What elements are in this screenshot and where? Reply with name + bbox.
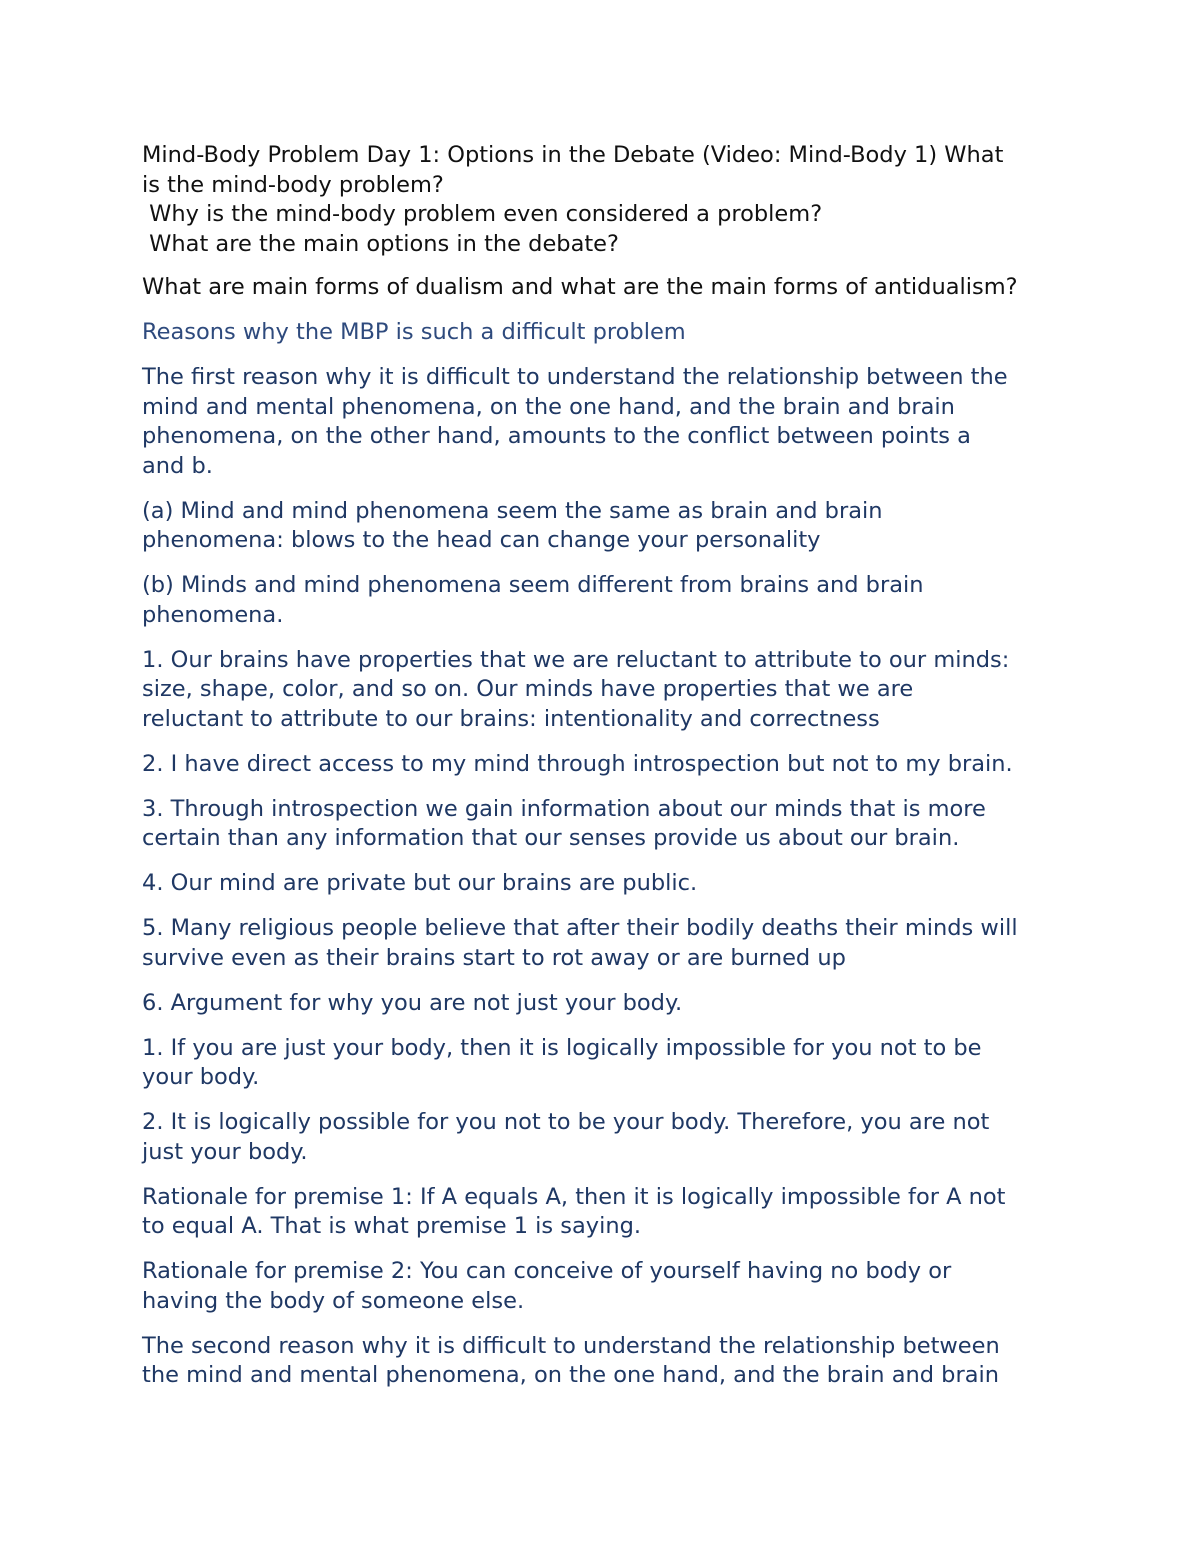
- question-text: What are main forms of dualism and what are the main forms of antidualism?: [142, 274, 1018, 300]
- intro-line: Why is the mind-body problem even considered a problem?: [142, 201, 823, 227]
- paragraph-line: just your body.: [142, 1138, 308, 1165]
- paragraph-line: to equal A. That is what premise 1 is saying.: [142, 1213, 642, 1239]
- premise-1: [142, 1034, 1072, 1093]
- paragraph-line: phenomena: blows to the head can change your personality: [142, 527, 821, 553]
- paragraph-line: 3. Through introspection we gain information about our minds that is more: [142, 795, 986, 822]
- second-reason-paragraph: [142, 1332, 1072, 1391]
- rationale-premise-1: [142, 1183, 1072, 1242]
- paragraph-line: (a) Mind and mind phenomena seem the same as brain and brain: [142, 497, 883, 524]
- intro-line: What are the main options in the debate?: [142, 230, 619, 257]
- paragraph-line: 5. Many religious people believe that after their bodily deaths their minds will: [142, 915, 1018, 941]
- paragraph-line: Rationale for premise 1: If A equals A, then it is logically impossible for A not: [142, 1183, 1006, 1210]
- point-a-paragraph: [142, 497, 1072, 556]
- paragraph-line: mind and mental phenomena, on the one hand, and the brain and brain: [142, 393, 955, 420]
- paragraph-line: certain than any information that our senses provide us about our brain.: [142, 825, 960, 851]
- paragraph-line: The first reason why it is difficult to understand the relationship between the: [142, 364, 1008, 390]
- paragraph-line: (b) Minds and mind phenomena seem different from brains and brain: [142, 572, 924, 598]
- section-heading-text: Reasons why the MBP is such a difficult problem: [142, 319, 686, 345]
- paragraph-line: 6. Argument for why you are not just your body.: [142, 989, 683, 1016]
- premise-2: [142, 1108, 1072, 1167]
- list-item-1: [142, 646, 1072, 735]
- paragraph-line: Rationale for premise 2: You can conceive of yourself having no body or: [142, 1258, 952, 1284]
- list-item-5: [142, 914, 1072, 973]
- paragraph-line: size, shape, color, and so on. Our minds have properties that we are: [142, 676, 914, 702]
- paragraph-line: reluctant to attribute to our brains: intentionality and correctness: [142, 705, 880, 732]
- section-heading: [142, 318, 1072, 348]
- intro-line: Mind-Body Problem Day 1: Options in the Debate (Video: Mind-Body 1) What: [142, 142, 1004, 168]
- list-item-4: [142, 869, 1072, 899]
- rationale-premise-2: [142, 1257, 1072, 1316]
- paragraph-line: 1. If you are just your body, then it is logically impossible for you not to be: [142, 1034, 982, 1061]
- intro-line: is the mind-body problem?: [142, 171, 444, 198]
- paragraph-line: survive even as their brains start to rot away or are burned up: [142, 944, 846, 971]
- list-item-2: [142, 750, 1072, 780]
- paragraph-line: having the body of someone else.: [142, 1287, 525, 1314]
- list-item-3: [142, 795, 1072, 854]
- paragraph-line: 2. I have direct access to my mind through introspection but not to my brain.: [142, 750, 1013, 777]
- paragraph-line: 2. It is logically possible for you not to be your body. Therefore, you are not: [142, 1109, 990, 1135]
- paragraph-line: 4. Our mind are private but our brains are public.: [142, 870, 698, 896]
- paragraph-line: and b.: [142, 452, 213, 479]
- paragraph-line: phenomena.: [142, 601, 284, 628]
- list-item-6: [142, 989, 1072, 1019]
- paragraph-line: your body.: [142, 1064, 260, 1090]
- document-body: [142, 141, 1072, 1391]
- intro-paragraph: [142, 141, 1072, 259]
- paragraph-line: the mind and mental phenomena, on the one hand, and the brain and brain: [142, 1362, 1000, 1388]
- first-reason-paragraph: [142, 363, 1072, 481]
- paragraph-line: phenomena, on the other hand, amounts to the conflict between points a: [142, 423, 971, 449]
- point-b-paragraph: [142, 571, 1072, 630]
- paragraph-line: 1. Our brains have properties that we are reluctant to attribute to our minds:: [142, 646, 1010, 673]
- paragraph-line: The second reason why it is difficult to understand the relationship between: [142, 1332, 1000, 1359]
- question-paragraph: [142, 273, 1072, 303]
